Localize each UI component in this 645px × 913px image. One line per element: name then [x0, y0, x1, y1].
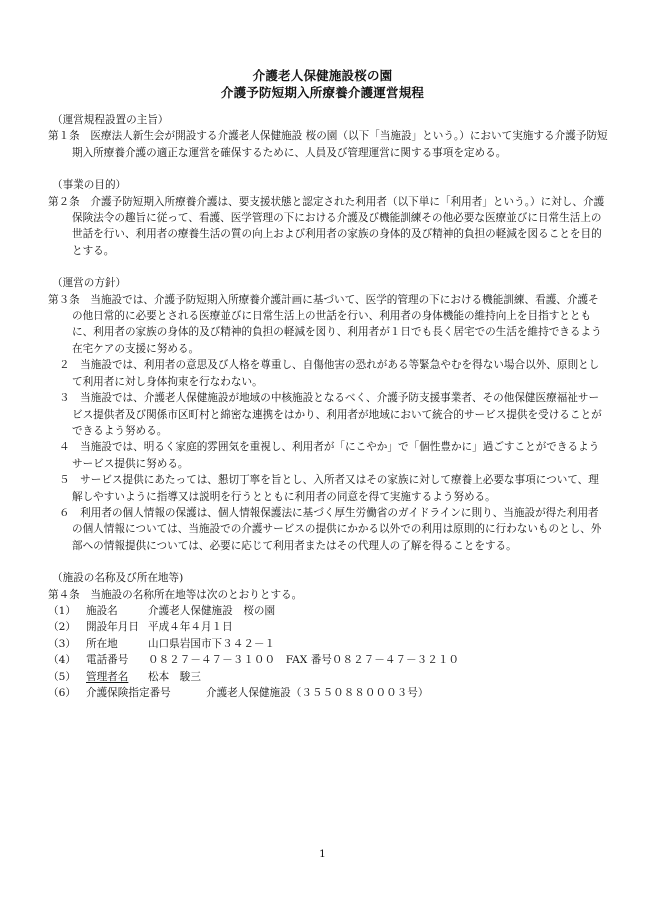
row-number: （1） — [48, 604, 76, 617]
article3-text: 第３条 当施設では、介護予防短期入所療養介護計画に基づいて、医学的管理の下における機能訓練、看護、介護その他日常的に必要とされる医療並びに日常生活上の世話を行い、利用者の身体機能の維持向上を目指すとともに、利用者の家族の身体的及び精神的負担の軽減を図り、利用者が１日でも長く居宅での生活を維持できるよう在宅ケアの支援に努める。 — [48, 293, 602, 355]
row-label: 電話番号 — [86, 654, 129, 667]
facility-info-row — [48, 652, 608, 668]
document-title-line1: 介護老人保健施設桜の園 — [252, 68, 393, 83]
facility-info-row — [48, 669, 608, 685]
page-number: 1 — [319, 848, 326, 860]
facility-info-row — [48, 603, 608, 619]
document-title-line2: 介護予防短期入所療養介護運営規程 — [220, 85, 425, 100]
row-value: 介護老人保健施設（３５５０８８０００３号） — [206, 687, 429, 699]
row-value: 松本 駿三 — [148, 670, 201, 683]
article3-item-2: ２ 当施設では、利用者の意思及び人格を尊重し、自傷他害の恐れがある等緊急やむを得ない場合以外、原則として利用者に対し身体拘束を行なわない。 — [59, 359, 600, 388]
row-number: （3） — [48, 637, 76, 650]
article3-item-3: ３ 当施設では、介護老人保健施設が地域の中核施設となるべく、介護予防支援事業者、その他保健医療福祉サービス提供者及び関係市区町村と綿密な連携をはかり、利用者が地域において統合的サービス提供を受けることができるよう努める。 — [59, 392, 602, 437]
facility-info-row — [48, 685, 608, 701]
article3-item-5: ５ サービス提供にあたっては、懇切丁寧を旨とし、入所者又はその家族に対して療養上必要な事項について、理解しやすいように指導又は説明を行うとともに利用者の同意を得て実施するよう努める。 — [59, 474, 599, 503]
article3-heading: （運営の方針） — [52, 277, 127, 290]
facility-info-row — [48, 636, 608, 652]
facility-info-row — [48, 619, 608, 635]
article2-text: 第２条 介護予防短期入所療養介護は、要支援状態と認定された利用者（以下単に「利用者」という。）に対し、介護保険法令の趣旨に従って、看護、医学管理の下における介護及び機能訓練その他必要な医療並びに日常生活上の世話を行い、利用者の療養生活の質の向上および利用者の家族の身体的及び精神的負担の軽減を図ることを目的とする。 — [48, 195, 605, 257]
row-number: （2） — [48, 621, 76, 634]
article4-text: 第４条 当施設の名称所在地等は次のとおりとする。 — [48, 588, 303, 601]
article1-heading: （運営規程設置の主旨） — [52, 114, 169, 126]
row-number: （5） — [48, 670, 76, 683]
row-value: 平成４年４月１日 — [148, 621, 233, 634]
row-value: 介護老人保健施設 桜の園 — [148, 604, 276, 617]
row-label: 施設名 — [86, 604, 118, 617]
row-value: 山口県岩国市下３４２－１ — [148, 637, 276, 650]
row-label: 介護保険指定番号 — [86, 687, 171, 699]
row-number: （4） — [48, 654, 76, 667]
row-value: ０８２７－４７－３１００ FAX 番号０８２７－４７－３２１０ — [148, 654, 460, 667]
article3-item-6: ６ 利用者の個人情報の保護は、個人情報保護法に基づく厚生労働省のガイドラインに則り、当施設が得た利用者の個人情報については、当施設での介護サービスの提供にかかる以外での利用は原則的に行わないものとし、外部への情報提供については、必要に応じて利用者またはその代理人の了解を得ることをする。 — [59, 506, 602, 552]
row-label: 所在地 — [86, 637, 118, 650]
row-number: （6） — [48, 687, 76, 699]
row-label: 開設年月日 — [86, 621, 139, 634]
article3-item-4: ４ 当施設では、明るく家庭的雰囲気を重視し、利用者が「にこやか」で「個性豊かに」過ごすことができるようサービス提供に努める。 — [59, 441, 600, 470]
row-label: 管理者名 — [86, 670, 129, 683]
article2-heading: （事業の目的） — [52, 179, 127, 192]
article4-heading: （施設の名称及び所在地等) — [52, 572, 184, 585]
article1-text: 第１条 医療法人新生会が開設する介護老人保健施設 桜の園（以下「当施設」という。）において実施する介護予防短期入所療養介護の適正な運営を確保するために、人員及び管理運営に関する事項を定める。 — [48, 130, 608, 159]
document-body — [48, 112, 608, 701]
